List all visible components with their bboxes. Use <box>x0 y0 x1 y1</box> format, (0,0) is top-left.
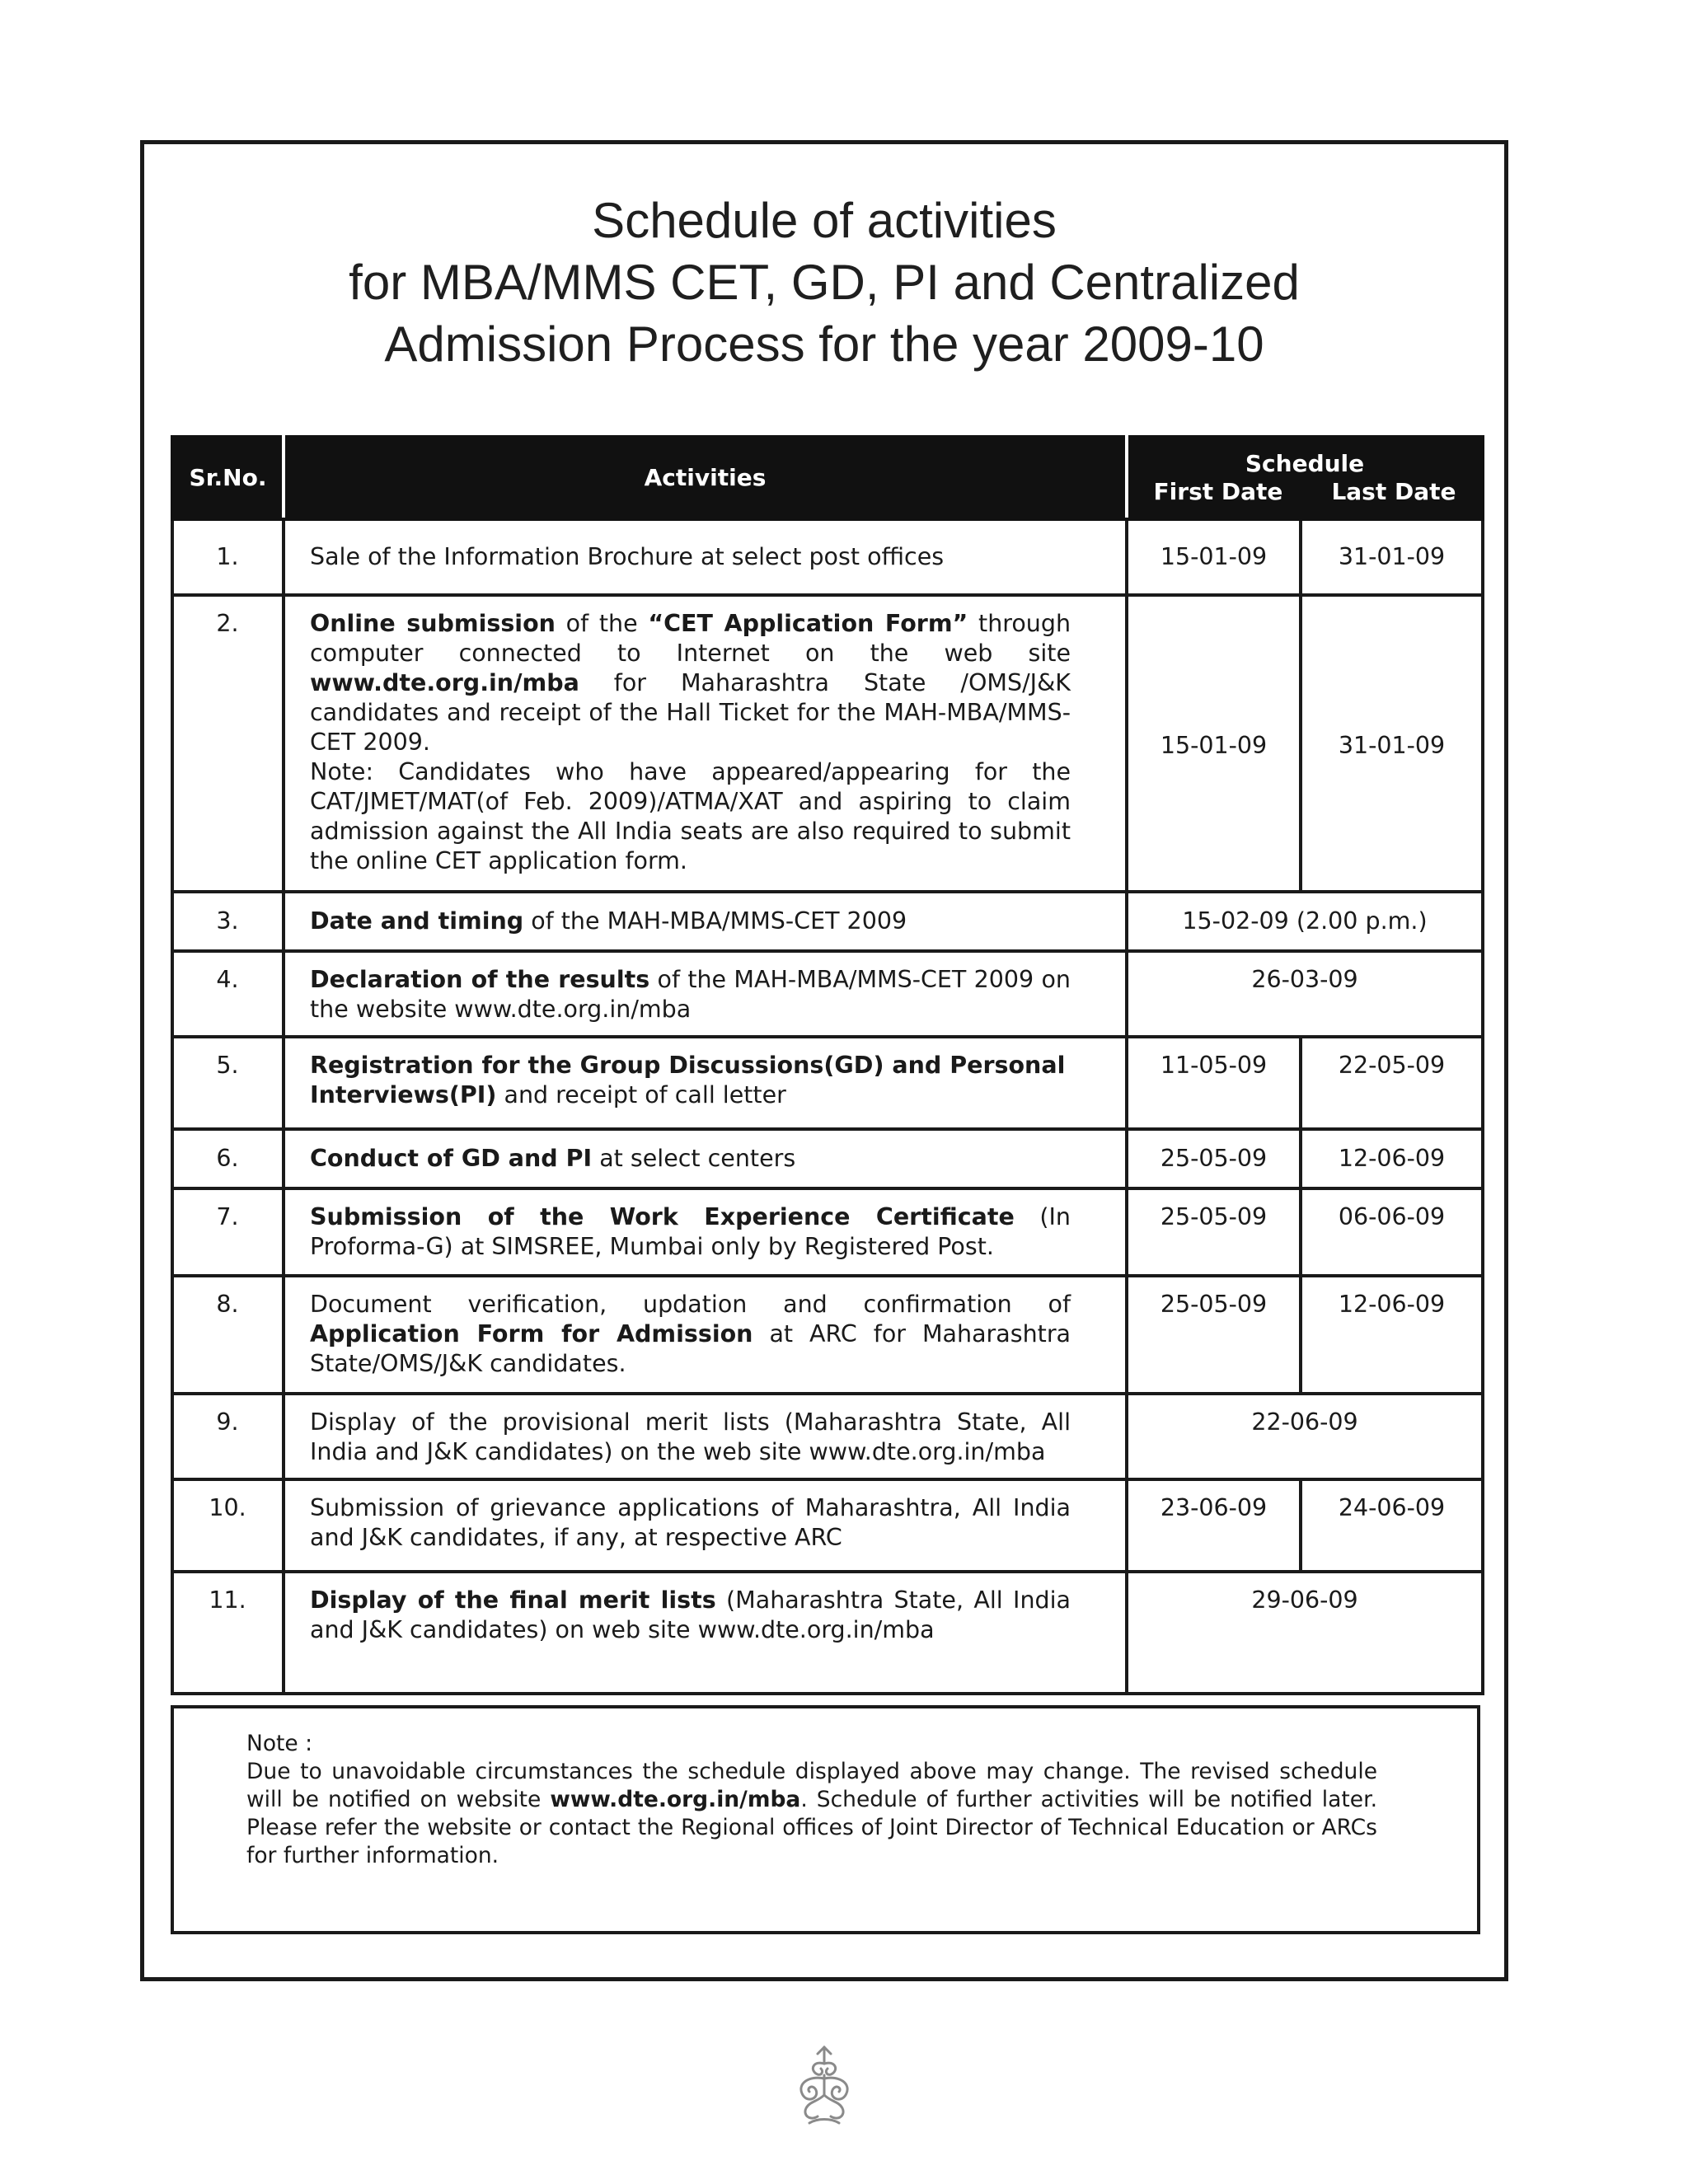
row-activity <box>284 951 1127 1037</box>
row-activity <box>284 1572 1127 1694</box>
table-row <box>172 519 1483 595</box>
row-activity <box>284 595 1127 892</box>
header-sr-no: Sr.No. <box>172 437 284 519</box>
table-row <box>172 1188 1483 1276</box>
activity-text: at select centers <box>592 1145 796 1172</box>
activity-bold-text: Display of the final merit lists <box>310 1586 716 1614</box>
row-sr: 10. <box>172 1479 284 1572</box>
row-sr: 5. <box>172 1037 284 1129</box>
activity-bold-text: “CET Application Form” <box>648 610 968 637</box>
note-text <box>246 1758 1377 1870</box>
activity-text: through computer connected to Internet on the web site <box>310 610 1071 667</box>
row-first-date: 23-06-09 <box>1127 1479 1301 1572</box>
row-sr: 8. <box>172 1276 284 1394</box>
activity-bold-text: Online submission <box>310 610 556 637</box>
row-date: 29-06-09 <box>1127 1572 1483 1694</box>
title-line-2: for MBA/MMS CET, GD, PI and Centralized <box>349 255 1300 310</box>
table-row <box>172 1276 1483 1394</box>
activity-bold-text: Declaration of the results <box>310 966 650 993</box>
row-sr: 6. <box>172 1129 284 1188</box>
activity-bold-text: www.dte.org.in/mba <box>310 669 579 696</box>
header-last-date: Last Date <box>1331 478 1456 505</box>
row-sr: 3. <box>172 892 284 951</box>
table-header-row <box>172 437 1483 519</box>
row-sr: 4. <box>172 951 284 1037</box>
row-activity <box>284 1188 1127 1276</box>
table-row <box>172 951 1483 1037</box>
activity-text: of the <box>555 610 649 637</box>
activity-text: Sale of the Information Brochure at select post offices <box>310 543 945 570</box>
row-sr: 2. <box>172 595 284 892</box>
row-sr: 11. <box>172 1572 284 1694</box>
row-activity <box>284 1394 1127 1479</box>
header-schedule <box>1127 437 1483 519</box>
activity-text: of the MAH-MBA/MMS-CET 2009 <box>523 907 907 935</box>
title-line-1: Schedule of activities <box>592 193 1057 248</box>
row-activity <box>284 1479 1127 1572</box>
header-schedule-label: Schedule <box>1245 450 1365 477</box>
row-activity <box>284 519 1127 595</box>
activity-note: Note: Candidates who have appeared/appearing for the CAT/JMET/MAT(of Feb. 2009)/ATMA/XAT and aspiring to claim admission against the All India seats are also required to submit the online CET application form. <box>310 758 1071 874</box>
row-first-date: 15-01-09 <box>1127 595 1301 892</box>
header-activities: Activities <box>284 437 1127 519</box>
row-first-date: 25-05-09 <box>1127 1129 1301 1188</box>
table-row <box>172 1479 1483 1572</box>
row-last-date: 31-01-09 <box>1301 595 1483 892</box>
activity-bold-text: Date and timing <box>310 907 524 935</box>
row-date: 15-02-09 (2.00 p.m.) <box>1127 892 1483 951</box>
activity-text: at ARC for Maharashtra State/OMS/J&K candidates. <box>310 1320 1071 1377</box>
ornament-emblem-icon <box>785 2042 864 2128</box>
note-url: www.dte.org.in/mba <box>550 1787 801 1812</box>
row-sr: 7. <box>172 1188 284 1276</box>
activity-text: (Maharashtra State, All India and J&K candidates) on web site www.dte.org.in/mba <box>310 1586 1071 1643</box>
row-first-date: 25-05-09 <box>1127 1276 1301 1394</box>
activity-bold-text: Registration for the Group Discussions(GD) and Personal Interviews(PI) <box>310 1052 1066 1108</box>
note-content <box>246 1730 1377 1870</box>
activity-text: Submission of grievance applications of Maharashtra, All India and J&K candidates, if any, at respective ARC <box>310 1494 1071 1551</box>
table-row <box>172 1037 1483 1129</box>
row-activity <box>284 1037 1127 1129</box>
table-row <box>172 1394 1483 1479</box>
activity-text: for Maharashtra State /OMS/J&K candidates and receipt of the Hall Ticket for the MAH-MBA/MMS-CET 2009. <box>310 669 1071 756</box>
table-row <box>172 1129 1483 1188</box>
header-first-date: First Date <box>1153 478 1283 505</box>
activity-text: of the MAH-MBA/MMS-CET 2009 on the website www.dte.org.in/mba <box>310 966 1071 1023</box>
row-last-date: 24-06-09 <box>1301 1479 1483 1572</box>
row-activity <box>284 1129 1127 1188</box>
activity-bold-text: Submission of the Work Experience Certificate <box>310 1203 1015 1230</box>
activity-text: and receipt of call letter <box>496 1081 786 1108</box>
activity-text: (In Proforma-G) at SIMSREE, Mumbai only by Registered Post. <box>310 1203 1071 1260</box>
table-row <box>172 1572 1483 1694</box>
note-text-part: . Schedule of further activities will be notified later. Please refer the website or contact the Regional offices of Joint Director of Technical Education or ARCs for further information. <box>246 1787 1377 1868</box>
row-sr: 1. <box>172 519 284 595</box>
activity-text: Document verification, updation and confirmation of <box>310 1291 1071 1318</box>
row-last-date: 06-06-09 <box>1301 1188 1483 1276</box>
note-label: Note : <box>246 1731 313 1756</box>
table-row <box>172 892 1483 951</box>
activity-bold-text: Conduct of GD and PI <box>310 1145 593 1172</box>
row-last-date: 12-06-09 <box>1301 1276 1483 1394</box>
note-box <box>171 1705 1480 1934</box>
row-last-date: 22-05-09 <box>1301 1037 1483 1129</box>
row-date: 22-06-09 <box>1127 1394 1483 1479</box>
row-first-date: 11-05-09 <box>1127 1037 1301 1129</box>
page-title <box>140 190 1508 375</box>
row-last-date: 12-06-09 <box>1301 1129 1483 1188</box>
row-activity <box>284 892 1127 951</box>
row-last-date: 31-01-09 <box>1301 519 1483 595</box>
table-row <box>172 595 1483 892</box>
note-text-part: Due to unavoidable circumstances the schedule displayed above may change. The revised schedule will be notified on website <box>246 1759 1377 1812</box>
row-first-date: 15-01-09 <box>1127 519 1301 595</box>
schedule-table <box>171 435 1484 1695</box>
row-sr: 9. <box>172 1394 284 1479</box>
row-activity <box>284 1276 1127 1394</box>
title-line-3: Admission Process for the year 2009-10 <box>384 316 1264 372</box>
activity-bold-text: Application Form for Admission <box>310 1320 753 1347</box>
row-date: 26-03-09 <box>1127 951 1483 1037</box>
activity-text: Display of the provisional merit lists (Maharashtra State, All India and J&K candidates) on the web site www.dte.org.in/mba <box>310 1408 1071 1465</box>
row-first-date: 25-05-09 <box>1127 1188 1301 1276</box>
